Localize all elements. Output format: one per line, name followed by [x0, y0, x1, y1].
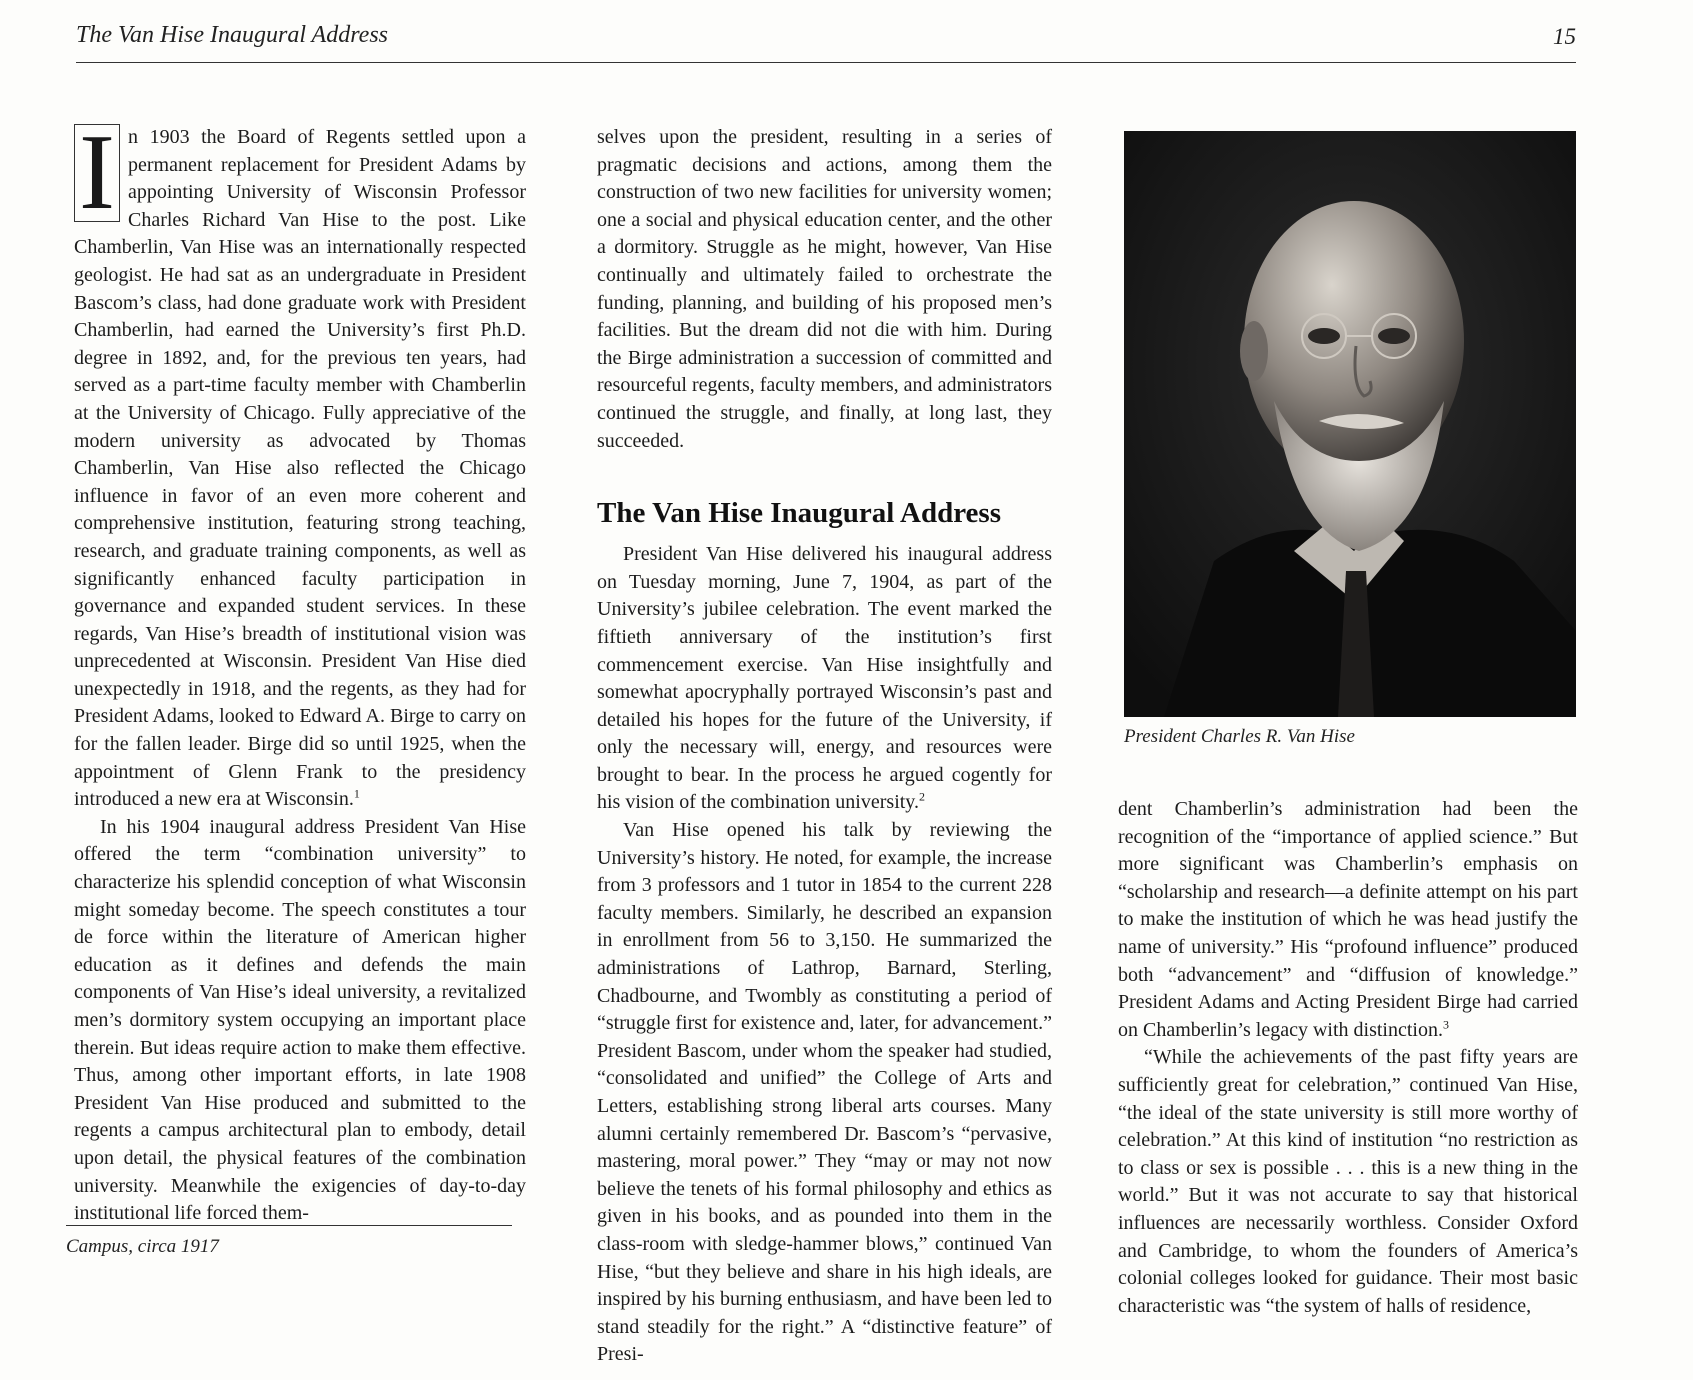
running-title: The Van Hise Inaugural Address [76, 22, 388, 48]
continued-paragraph-3 [1118, 796, 1578, 1044]
continued-paragraph-3-text: dent Chamberlin’s administration had been the recognition of the “importance of applied science.” But more significant was Chamberlin’s emphasis on “scholarship and research—a definite attempt on his part to make the institution of which he was head justify the name of university.” His “profound influence” produced both “advancement” and “diffusion of knowledge.” President Adams and Acting President Birge had carried on Chamberlin’s legacy with distinction. [1118, 798, 1578, 1041]
text-column-1 [74, 113, 526, 1228]
running-head [76, 18, 1576, 63]
intro-paragraph [74, 113, 526, 814]
campus-caption: Campus, circa 1917 [66, 1236, 219, 1257]
page-number: 15 [1553, 24, 1576, 49]
drop-cap: I [74, 124, 120, 222]
paragraph-combination-university: In his 1904 inaugural address President Van Hise offered the term “combination university” to characterize his splendid conception of what Wisconsin might someday become. The speech constitutes a tour de force within the literature of American higher education as it defines and defends the main components of Van Hise’s ideal university, a revitalized men’s dormitory system occupying an important place therein. But ideas require action to make them effective. Thus, among other important efforts, in late 1908 President Van Hise produced and submitted to the regents a campus architectural plan to embody, detail upon detail, the physical features of the combination university. Meanwhile the exigencies of day-to-day institutional life forced them- [74, 815, 526, 1225]
intro-paragraph-text: n 1903 the Board of Regents settled upon a permanent replacement for President Adams by appointing University of Wisconsin Professor Charles Richard Van Hise to the post. Like Chamberlin, Van Hise was an internationally respected geologist. He had sat as an undergraduate in President Bascom’s class, had done graduate work with President Chamberlin, had earned the University’s first Ph.D. degree in 1892, and, for the previous ten years, had served as a part-time faculty member with Chamberlin at the University of Chicago. Fully appreciative of the modern university as advocated by Thomas Chamberlin, Van Hise also reflected the Chicago influence in favor of an even more coherent and comprehensive institution, featuring strong teaching, research, and graduate training components, as well as significantly enhanced faculty participation in governance and expanded student services. In these regards, Van Hise’s breadth of institutional vision was unprecedented at Wisconsin. President Van Hise died unexpectedly in 1918, and the regents, as they had for President Adams, looked to Edward A. Birge to carry on for the fallen leader. Birge did so until 1925, when the appointment of Glenn Frank to the presidency introduced a new era at Wisconsin. [74, 126, 526, 811]
paragraph-history: Van Hise opened his talk by reviewing the University’s history. He noted, for example, the increase from 3 professors and 1 tutor in 1854 to the current 228 faculty members. Similarly, he described an expansion in enrollment from 56 to 3,150. He summarized the administrations of Lathrop, Barnard, Sterling, Chadbourne, and Twombly as constituting a period of “struggle first for existence and, later, for advancement.” President Bascom, under whom the speaker had studied, “consolidated and unified” the College of Arts and Letters, establishing strong liberal arts courses. Many alumni certainly remembered Dr. Bascom’s “pervasive, mastering, moral power.” They “may or may not now believe the tenets of his formal philosophy and ethics as given in his books, and as pounded into them in the class-room with sledge-hammer blows,” continued Van Hise, “but they believe and share in his high ideals, are inspired by his burning enthusiasm, and have been led to stand steadily for the right.” A “distinctive feature” of Presi- [597, 819, 1052, 1366]
footnote-marker-1: 1 [353, 786, 360, 801]
paragraph-state-university: “While the achievements of the past fifty years are sufficiently great for celebration,” continued Van Hise, “the ideal of the state university is still more worthy of celebration.” At this kind of institution “no restriction as to class or sex is possible . . . this is a new thing in the world.” But it was not accurate to say that historical influences are necessarily worthless. Consider Oxford and Cambridge, to whom the founders of America’s colonial colleges looked for guidance. Their most basic characteristic was “the system of halls of residence, [1118, 1046, 1578, 1317]
portrait-caption: President Charles R. Van Hise [1124, 726, 1355, 747]
text-column-3 [1118, 796, 1578, 1320]
paragraph-inaugural-text: President Van Hise delivered his inaugural address on Tuesday morning, June 7, 1904, as part of the University’s jubilee celebration. The event marked the fiftieth anniversary of the institution’s first commencement exercise. Van Hise insightfully and somewhat apocryphally portrayed Wisconsin’s past and detailed his hopes for the future of the University, if only the necessary will, energy, and resources were brought to bear. In the process he argued cogently for his vision of the combination university. [597, 543, 1052, 814]
footnote-marker-2: 2 [919, 789, 926, 804]
continued-paragraph: selves upon the president, resulting in a series of pragmatic decisions and actions, among them the construction of two new facilities for university women; one a social and physical education center, and the other a dormitory. Struggle as he might, however, Van Hise continually and ultimately failed to orchestrate the funding, planning, and building of his proposed men’s facilities. But the dream did not die with him. During the Birge administration a succession of committed and resourceful regents, faculty members, and administrators continued the struggle, and finally, at long last, they succeeded. [597, 126, 1052, 452]
portrait-image [1124, 131, 1576, 717]
footer-rule [66, 1225, 512, 1226]
text-column-2 [597, 124, 1052, 1369]
portrait-illustration [1124, 131, 1576, 717]
footnote-marker-3: 3 [1442, 1017, 1449, 1032]
section-heading: The Van Hise Inaugural Address [597, 497, 1001, 530]
paragraph-inaugural [597, 541, 1052, 817]
